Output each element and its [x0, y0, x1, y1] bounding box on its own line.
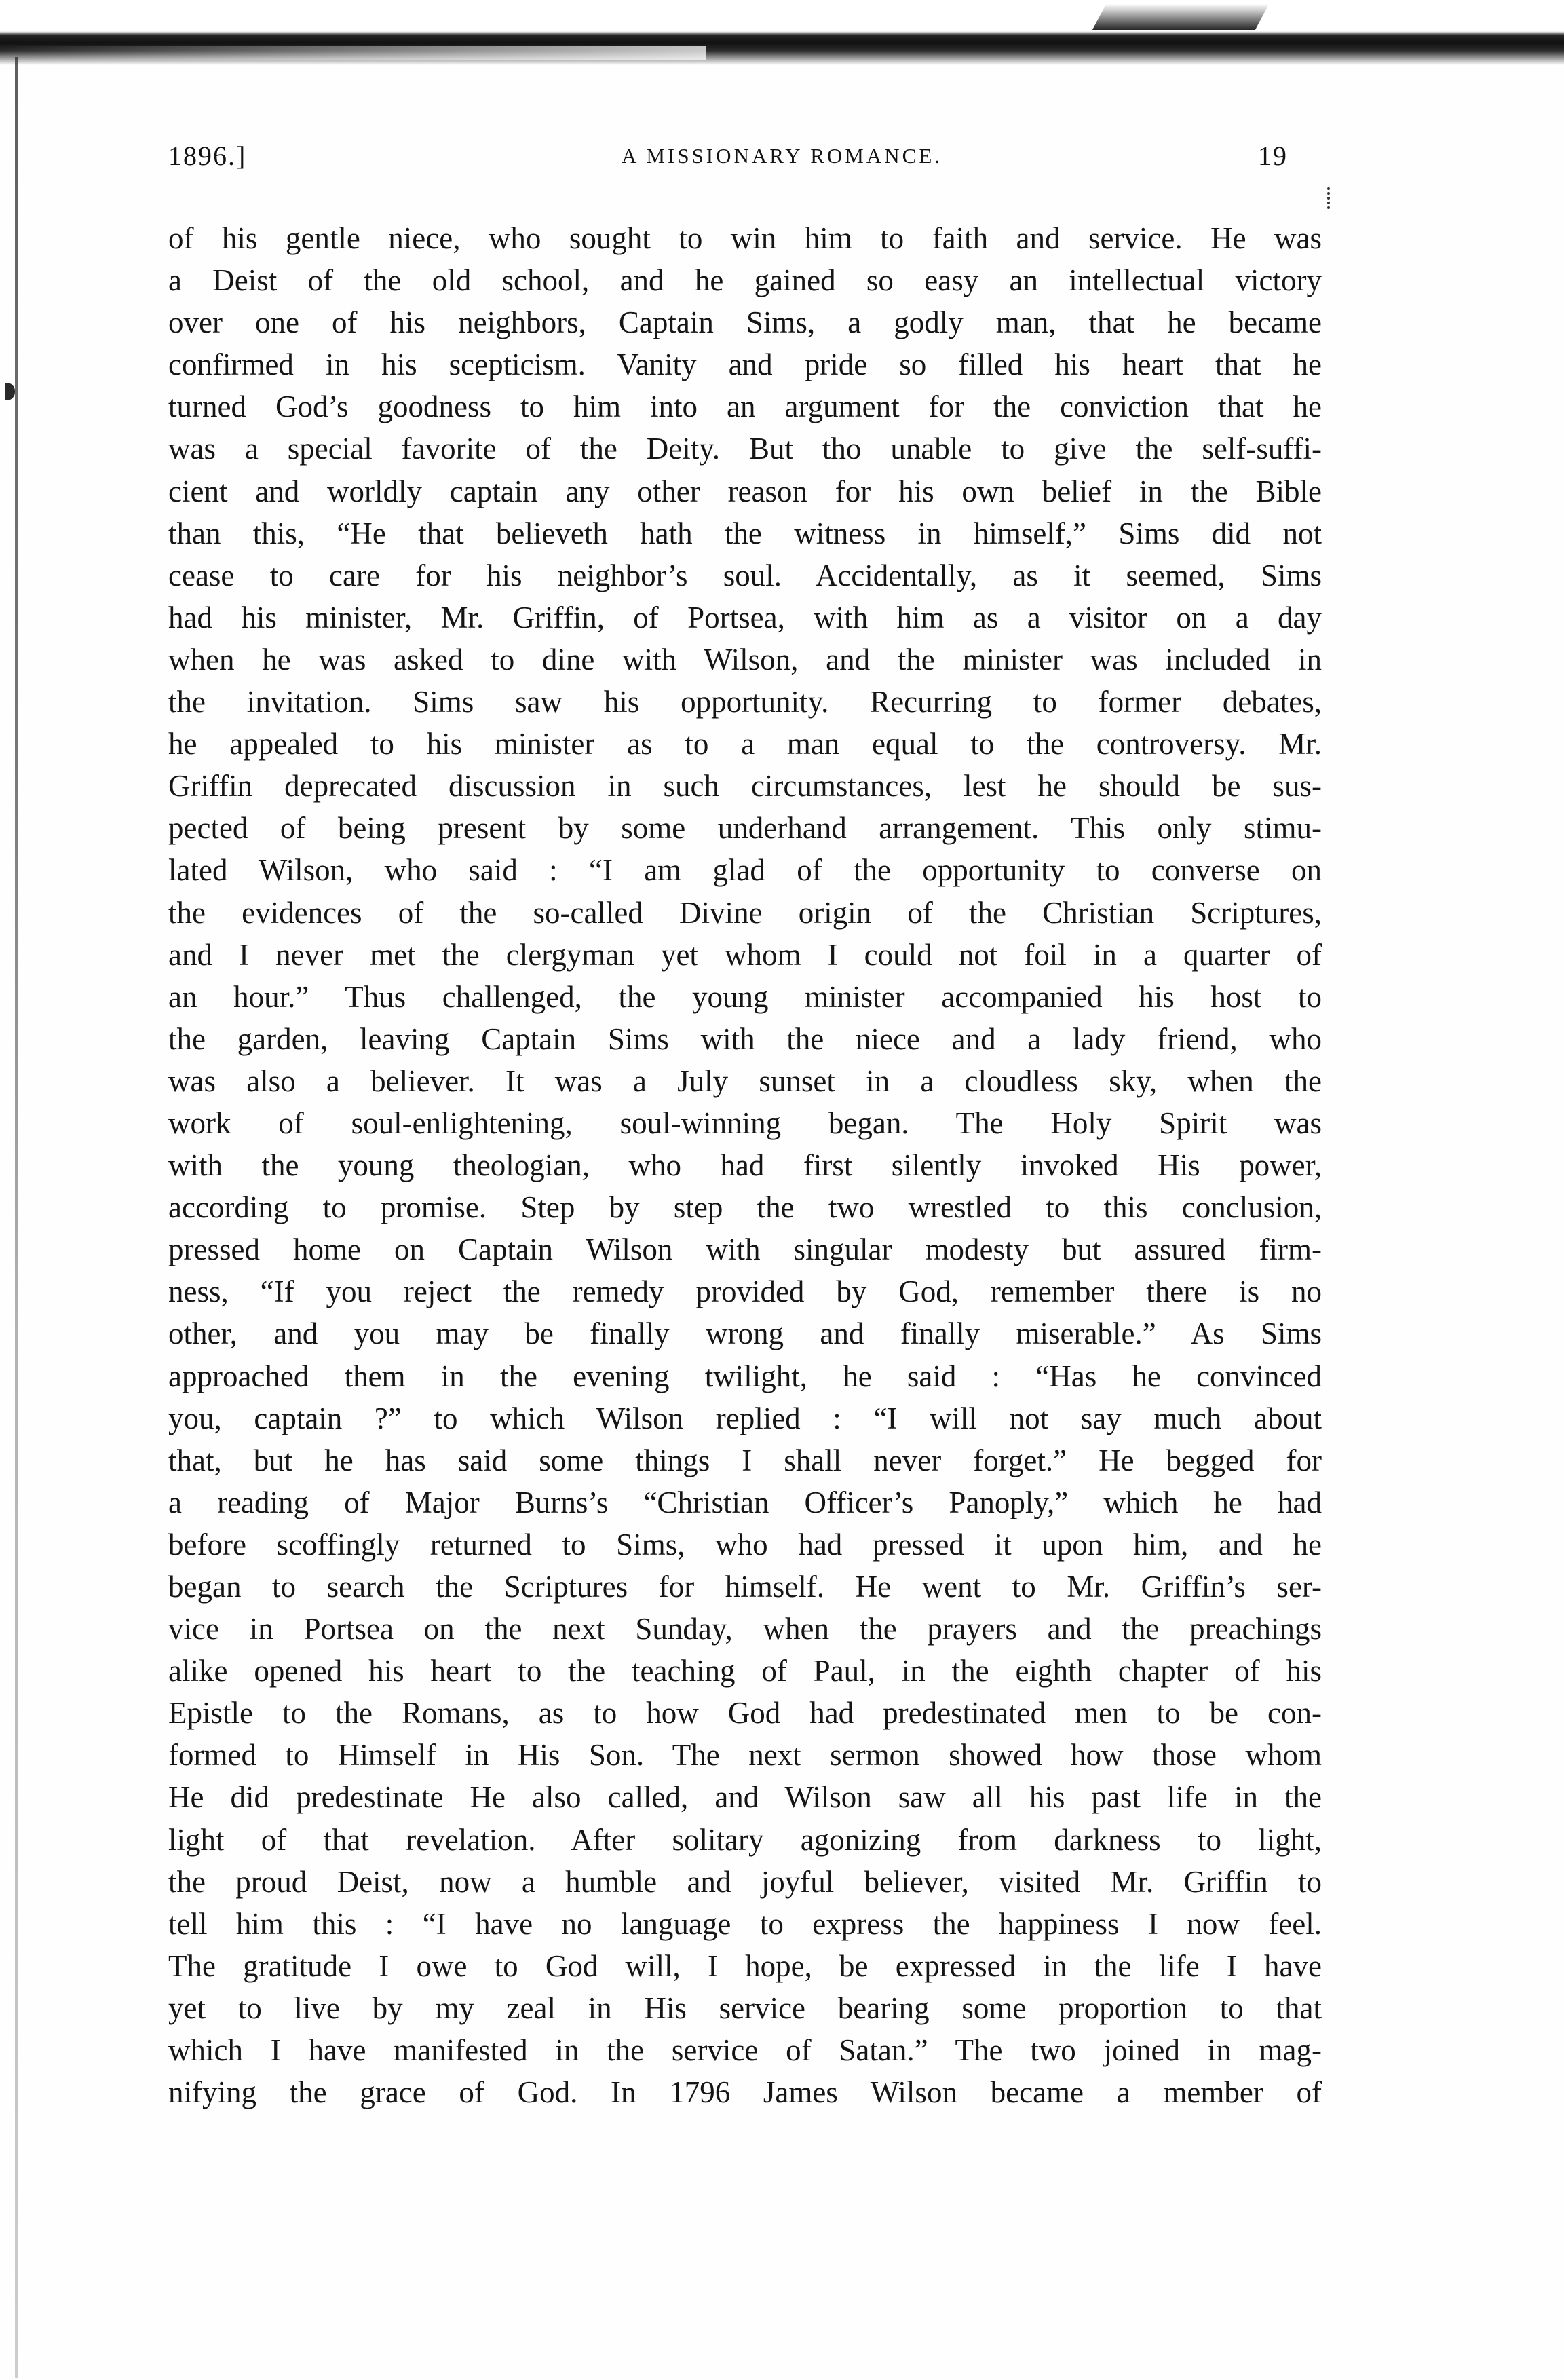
text-line: pected of being present by some underhand arrangement. This only stimu- [168, 811, 1322, 846]
text-line: pressed home on Captain Wilson with singular modesty but assured firm- [168, 1232, 1322, 1267]
running-head-title: A MISSIONARY ROMANCE. [622, 144, 942, 168]
text-line: work of soul-enlightening, soul-winning began. The Holy Spirit was [168, 1106, 1322, 1140]
margin-dots [1327, 187, 1333, 209]
page-number: 19 [1258, 140, 1288, 171]
text-line: light of that revelation. After solitary agonizing from darkness to light, [168, 1822, 1322, 1857]
text-line: according to promise. Step by step the two wrestled to this conclusion, [168, 1190, 1322, 1225]
text-line: alike opened his heart to the teaching of Paul, in the eighth chapter of his [168, 1654, 1322, 1688]
text-line: The gratitude I owe to God will, I hope, be expressed in the life I have [168, 1948, 1322, 1983]
running-head [0, 136, 1564, 176]
text-line: the invitation. Sims saw his opportunity. Recurring to former debates, [168, 685, 1322, 719]
text-line: yet to live by my zeal in His service bearing some proportion to that [168, 1990, 1322, 2025]
text-line: confirmed in his scepticism. Vanity and pride so filled his heart that he [168, 347, 1322, 382]
text-line: the evidences of the so-called Divine origin of the Christian Scriptures, [168, 895, 1322, 930]
text-line: was also a believer. It was a July sunset in a cloudless sky, when the [168, 1063, 1322, 1098]
text-line: He did predestinate He also called, and Wilson saw all his past life in the [168, 1780, 1322, 1815]
body-text [168, 217, 1322, 2113]
text-line: Epistle to the Romans, as to how God had predestinated men to be con- [168, 1696, 1322, 1731]
text-line: of his gentle niece, who sought to win him to faith and service. He was [168, 221, 1322, 255]
text-line: cient and worldly captain any other reason for his own belief in the Bible [168, 474, 1322, 508]
text-line: ness, “If you reject the remedy provided by God, remember there is no [168, 1274, 1322, 1309]
text-line: vice in Portsea on the next Sunday, when the prayers and the preachings [168, 1612, 1322, 1646]
text-line: a Deist of the old school, and he gained so easy an intellectual victory [168, 263, 1322, 298]
edge-mark [5, 383, 15, 400]
text-line: over one of his neighbors, Captain Sims, a godly man, that he became [168, 305, 1322, 340]
text-line: approached them in the evening twilight, he said : “Has he convinced [168, 1359, 1322, 1393]
left-margin-rule [15, 57, 18, 2378]
text-line: that, but he has said some things I shall never forget.” He begged for [168, 1443, 1322, 1477]
text-line: an hour.” Thus challenged, the young minister accompanied his host to [168, 979, 1322, 1014]
text-line: with the young theologian, who had first silently invoked His power, [168, 1148, 1322, 1183]
text-line: which I have manifested in the service of Satan.” The two joined in mag- [168, 2033, 1322, 2068]
text-line: than this, “He that believeth hath the witness in himself,” Sims did not [168, 516, 1322, 550]
text-line: lated Wilson, who said : “I am glad of the opportunity to converse on [168, 853, 1322, 888]
text-line: began to search the Scriptures for himself. He went to Mr. Griffin’s ser- [168, 1570, 1322, 1604]
text-line: tell him this : “I have no language to express the happiness I now feel. [168, 1906, 1322, 1941]
text-line: he appealed to his minister as to a man equal to the controversy. Mr. [168, 727, 1322, 761]
text-line: you, captain ?” to which Wilson replied : “I will not say much about [168, 1401, 1322, 1435]
text-line: had his minister, Mr. Griffin, of Portsea, with him as a visitor on a day [168, 600, 1322, 635]
text-line: formed to Himself in His Son. The next sermon showed how those whom [168, 1738, 1322, 1773]
text-line: and I never met the clergyman yet whom I could not foil in a quarter of [168, 937, 1322, 972]
text-line: cease to care for his neighbor’s soul. Accidentally, as it seemed, Sims [168, 558, 1322, 592]
text-line: nifying the grace of God. In 1796 James Wilson became a member of [168, 2075, 1322, 2110]
text-line: a reading of Major Burns’s “Christian Officer’s Panoply,” which he had [168, 1485, 1322, 1519]
text-line: before scoffingly returned to Sims, who had pressed it upon him, and he [168, 1527, 1322, 1562]
text-line: when he was asked to dine with Wilson, and the minister was included in [168, 642, 1322, 677]
text-line: turned God’s goodness to him into an argument for the conviction that he [168, 390, 1322, 424]
text-line: the garden, leaving Captain Sims with the niece and a lady friend, who [168, 1021, 1322, 1056]
text-line: other, and you may be finally wrong and finally miserable.” As Sims [168, 1317, 1322, 1351]
text-line: was a special favorite of the Deity. But tho unable to give the self-suffi- [168, 432, 1322, 466]
scan-edge-band [0, 0, 1564, 65]
running-head-year: 1896.] [168, 140, 247, 171]
text-line: the proud Deist, now a humble and joyful believer, visited Mr. Griffin to [168, 1864, 1322, 1899]
text-line: Griffin deprecated discussion in such circumstances, lest he should be sus- [168, 769, 1322, 804]
